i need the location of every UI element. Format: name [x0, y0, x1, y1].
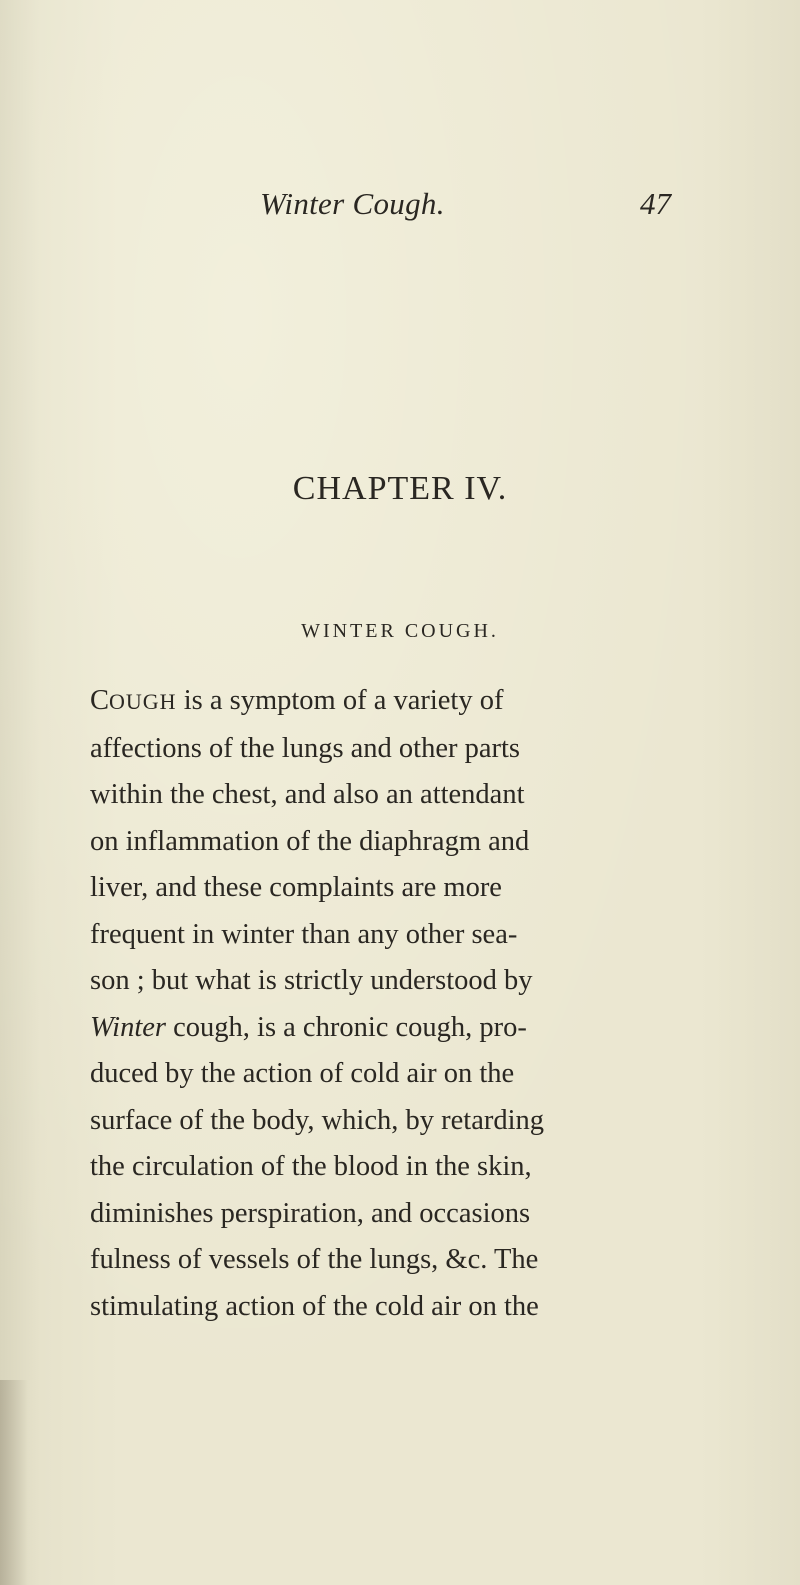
- section-heading: WINTER COUGH.: [301, 620, 499, 642]
- italic-word: Winter: [90, 1011, 166, 1043]
- binding-shadow: [0, 1380, 28, 1585]
- text-line: the circulation of the blood in the skin,: [90, 1151, 532, 1182]
- text-line: on inflammation of the diaphragm and: [90, 825, 530, 857]
- text-line: son ; but what is strictly understood by: [90, 965, 533, 996]
- text-line: duced by the action of cold air on the: [90, 1058, 515, 1089]
- text-line: affections of the lungs and other parts: [90, 732, 521, 764]
- running-title: Winter Cough.: [260, 186, 445, 221]
- small-caps-word: OUGH: [109, 689, 177, 714]
- text-line: liver, and these complaints are more: [90, 872, 502, 903]
- initial-letter: C: [90, 685, 110, 716]
- text-line: within the chest, and also an attendant: [90, 779, 525, 810]
- running-head: [0, 186, 800, 226]
- text-line: [90, 1005, 790, 1052]
- text-line: stimulating action of the cold air on the: [90, 1290, 539, 1322]
- line-text: cough, is a chronic cough, pro-: [166, 1011, 527, 1043]
- line-text: is a symptom of a variety of: [176, 685, 504, 716]
- body-text: [90, 678, 790, 1330]
- text-line: [90, 678, 790, 726]
- page-number: 47: [640, 186, 671, 221]
- text-line: diminishes perspiration, and occasions: [90, 1197, 531, 1229]
- text-line: fulness of vessels of the lungs, &c. The: [90, 1244, 539, 1275]
- text-line: frequent in winter than any other sea-: [90, 918, 518, 950]
- chapter-heading: CHAPTER IV.: [292, 470, 508, 507]
- text-line: surface of the body, which, by retarding: [90, 1104, 544, 1136]
